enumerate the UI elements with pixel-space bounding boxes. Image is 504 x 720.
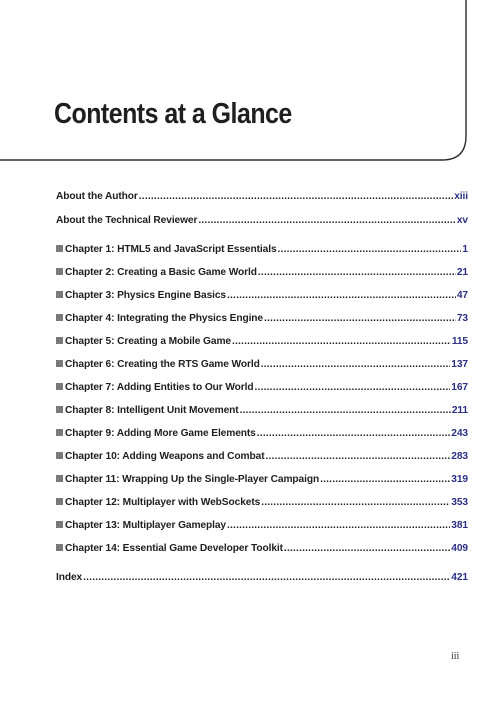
toc-entry-label: Chapter 2: Creating a Basic Game World: [65, 267, 257, 278]
square-bullet-icon: [56, 429, 63, 436]
toc-page-number[interactable]: 283: [451, 451, 468, 462]
toc-entry-chapter-12[interactable]: [56, 496, 468, 510]
square-bullet-icon: [56, 521, 63, 528]
dot-leader: [83, 571, 450, 585]
square-bullet-icon: [56, 544, 63, 551]
page-title: Contents at a Glance: [54, 98, 292, 130]
dot-leader: [139, 190, 453, 204]
dot-leader: [320, 473, 450, 487]
toc-page-number[interactable]: 381: [451, 520, 468, 531]
square-bullet-icon: [56, 291, 63, 298]
dot-leader: [255, 381, 451, 395]
toc-entry-label: Chapter 8: Intelligent Unit Movement: [65, 405, 239, 416]
toc-page-number[interactable]: 167: [451, 382, 468, 393]
toc-entry-chapter-6[interactable]: [56, 358, 468, 372]
square-bullet-icon: [56, 268, 63, 275]
toc-entry-label: About the Technical Reviewer: [56, 215, 198, 226]
toc-entry-label: Chapter 7: Adding Entities to Our World: [65, 382, 254, 393]
toc-entry-chapter-1[interactable]: [56, 243, 468, 257]
dot-leader: [227, 289, 456, 303]
square-bullet-icon: [56, 383, 63, 390]
square-bullet-icon: [56, 360, 63, 367]
toc-page-number[interactable]: 243: [451, 428, 468, 439]
toc-entry-label: Chapter 6: Creating the RTS Game World: [65, 359, 260, 370]
toc-entry-label: Chapter 4: Integrating the Physics Engine: [65, 313, 263, 324]
dot-leader: [257, 427, 451, 441]
dot-leader: [227, 519, 450, 533]
toc-entry-label: About the Author: [56, 191, 138, 202]
toc-page-number[interactable]: xv: [456, 215, 468, 226]
dot-leader: [284, 542, 450, 556]
toc-entry-label: Chapter 14: Essential Game Developer Toolkit: [65, 543, 283, 554]
toc-entry-chapter-7[interactable]: [56, 381, 468, 395]
dot-leader: [198, 214, 455, 228]
toc-entry-chapter-9[interactable]: [56, 427, 468, 441]
toc-entry-label: Chapter 10: Adding Weapons and Combat: [65, 451, 265, 462]
page-number: iii: [451, 651, 460, 662]
dot-leader: [264, 312, 456, 326]
toc-entry-index[interactable]: [56, 571, 468, 585]
toc-entry-chapter-4[interactable]: [56, 312, 468, 326]
toc-page-number[interactable]: 73: [456, 313, 468, 324]
toc-entry-label: Chapter 3: Physics Engine Basics: [65, 290, 226, 301]
dot-leader: [261, 358, 451, 372]
toc-page-number[interactable]: 211: [451, 405, 468, 416]
toc-entry-chapter-14[interactable]: [56, 542, 468, 556]
toc-page-number[interactable]: 421: [451, 572, 468, 583]
toc-entry-chapter-3[interactable]: [56, 289, 468, 303]
toc-entry-label: Chapter 12: Multiplayer with WebSockets: [65, 497, 261, 508]
toc-entry-label: Chapter 11: Wrapping Up the Single-Player Campaign: [65, 474, 320, 485]
square-bullet-icon: [56, 314, 63, 321]
square-bullet-icon: [56, 245, 63, 252]
toc-entry-chapter-8[interactable]: [56, 404, 468, 418]
square-bullet-icon: [56, 406, 63, 413]
toc-entry-chapter-13[interactable]: [56, 519, 468, 533]
toc-entry-label: Index: [56, 572, 83, 583]
toc-entry-about-author[interactable]: [56, 190, 468, 204]
toc-entry-label: Chapter 1: HTML5 and JavaScript Essentials: [65, 244, 277, 255]
toc-page-number[interactable]: 115: [451, 336, 468, 347]
toc-page-number[interactable]: 137: [451, 359, 468, 370]
dot-leader: [240, 404, 451, 418]
dot-leader: [232, 335, 451, 349]
toc-page-number[interactable]: 47: [456, 290, 468, 301]
toc-page-number[interactable]: 409: [451, 543, 468, 554]
toc-entry-label: Chapter 9: Adding More Game Elements: [65, 428, 256, 439]
toc-entry-chapter-5[interactable]: [56, 335, 468, 349]
toc-page-number[interactable]: xiii: [454, 191, 468, 202]
toc-page-number[interactable]: 319: [451, 474, 468, 485]
toc-page-number[interactable]: 353: [451, 497, 468, 508]
toc-entry-label: Chapter 5: Creating a Mobile Game: [65, 336, 231, 347]
toc-page-number[interactable]: 21: [456, 267, 468, 278]
toc-page-number[interactable]: 1: [462, 244, 468, 255]
dot-leader: [261, 496, 450, 510]
toc-entry-label: Chapter 13: Multiplayer Gameplay: [65, 520, 226, 531]
square-bullet-icon: [56, 452, 63, 459]
square-bullet-icon: [56, 498, 63, 505]
dot-leader: [266, 450, 451, 464]
toc-entry-chapter-10[interactable]: [56, 450, 468, 464]
dot-leader: [258, 266, 456, 280]
dot-leader: [278, 243, 462, 257]
toc-entry-chapter-11[interactable]: [56, 473, 468, 487]
square-bullet-icon: [56, 475, 63, 482]
square-bullet-icon: [56, 337, 63, 344]
toc-entry-chapter-2[interactable]: [56, 266, 468, 280]
toc-entry-technical-reviewer[interactable]: [56, 214, 468, 228]
